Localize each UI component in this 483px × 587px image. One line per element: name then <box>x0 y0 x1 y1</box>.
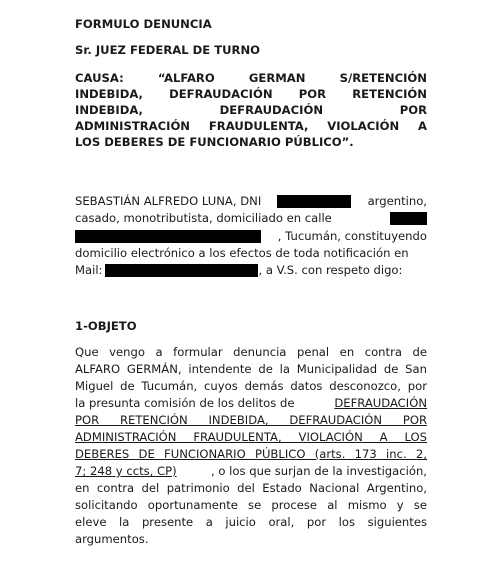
document-title: FORMULO DENUNCIA <box>75 17 212 31</box>
body-line-10: solicitando oportunamente se procese al mismo y se <box>75 498 427 512</box>
body-text: , o los que surjan de la investigación, <box>211 464 427 478</box>
body-line-5: POR RETENCIÓN INDEBIDA, DEFRAUDACIÓN POR <box>75 413 427 427</box>
underlined-text: 7; 248 y ccts, CP) <box>75 464 177 478</box>
causa-line-4: ADMINISTRACIÓN FRAUDULENTA, VIOLACIÓN A <box>75 119 427 133</box>
body-line-12: argumentos. <box>75 532 149 546</box>
body-line-6: ADMINISTRACIÓN FRAUDULENTA, VIOLACIÓN A LOS <box>75 430 427 444</box>
body-line-3: Miguel de Tucumán, cuyos demás datos desconozco, por <box>75 379 427 393</box>
intro-city: , Tucumán, constituyendo <box>277 229 427 243</box>
intro-line-2 <box>75 211 427 226</box>
intro-line-5 <box>75 263 427 278</box>
body-line-8 <box>75 464 427 479</box>
intro-line-1 <box>75 194 427 209</box>
causa-line-5: LOS DEBERES DE FUNCIONARIO PÚBLICO”. <box>75 135 354 149</box>
addressee: Sr. JUEZ FEDERAL DE TURNO <box>75 43 261 57</box>
redaction-box <box>390 212 427 225</box>
section-heading: 1-OBJETO <box>75 319 137 333</box>
body-line-11: eleve la presente a juicio oral, por los siguientes <box>75 515 427 529</box>
intro-closing: , a V.S. con respeto digo: <box>258 263 403 277</box>
intro-address-label: casado, monotributista, domiciliado en calle <box>75 211 332 225</box>
intro-nationality: argentino, <box>367 194 427 208</box>
body-line-1: Que vengo a formular denuncia penal en contra de <box>75 345 427 359</box>
body-line-7: DEBERES DE FUNCIONARIO PÚBLICO (arts. 173 inc. 2, <box>75 447 427 461</box>
redaction-box <box>75 230 261 243</box>
underlined-text: DEFRAUDACIÓN <box>334 396 427 410</box>
redaction-box <box>105 264 258 277</box>
redaction-box <box>277 195 351 208</box>
causa-line-1: CAUSA: “ALFARO GERMAN S/RETENCIÓN <box>75 71 427 85</box>
body-line-4 <box>75 396 427 411</box>
body-line-9: en contra del patrimonio del Estado Nacional Argentino, <box>75 481 427 495</box>
causa-line-3: INDEBIDA, DEFRAUDACIÓN POR <box>75 103 427 117</box>
body-text: la presunta comisión de los delitos de <box>75 396 295 410</box>
causa-line-2: INDEBIDA, DEFRAUDACIÓN POR RETENCIÓN <box>75 87 427 101</box>
intro-mail-label: Mail: <box>75 263 103 277</box>
body-line-2: ALFARO GERMÁN, intendente de la Municipalidad de San <box>75 362 427 376</box>
intro-name: SEBASTIÁN ALFREDO LUNA, DNI <box>75 194 262 208</box>
intro-line-3 <box>75 229 427 244</box>
intro-line-4: domicilio electrónico a los efectos de toda notificación en <box>75 246 409 260</box>
